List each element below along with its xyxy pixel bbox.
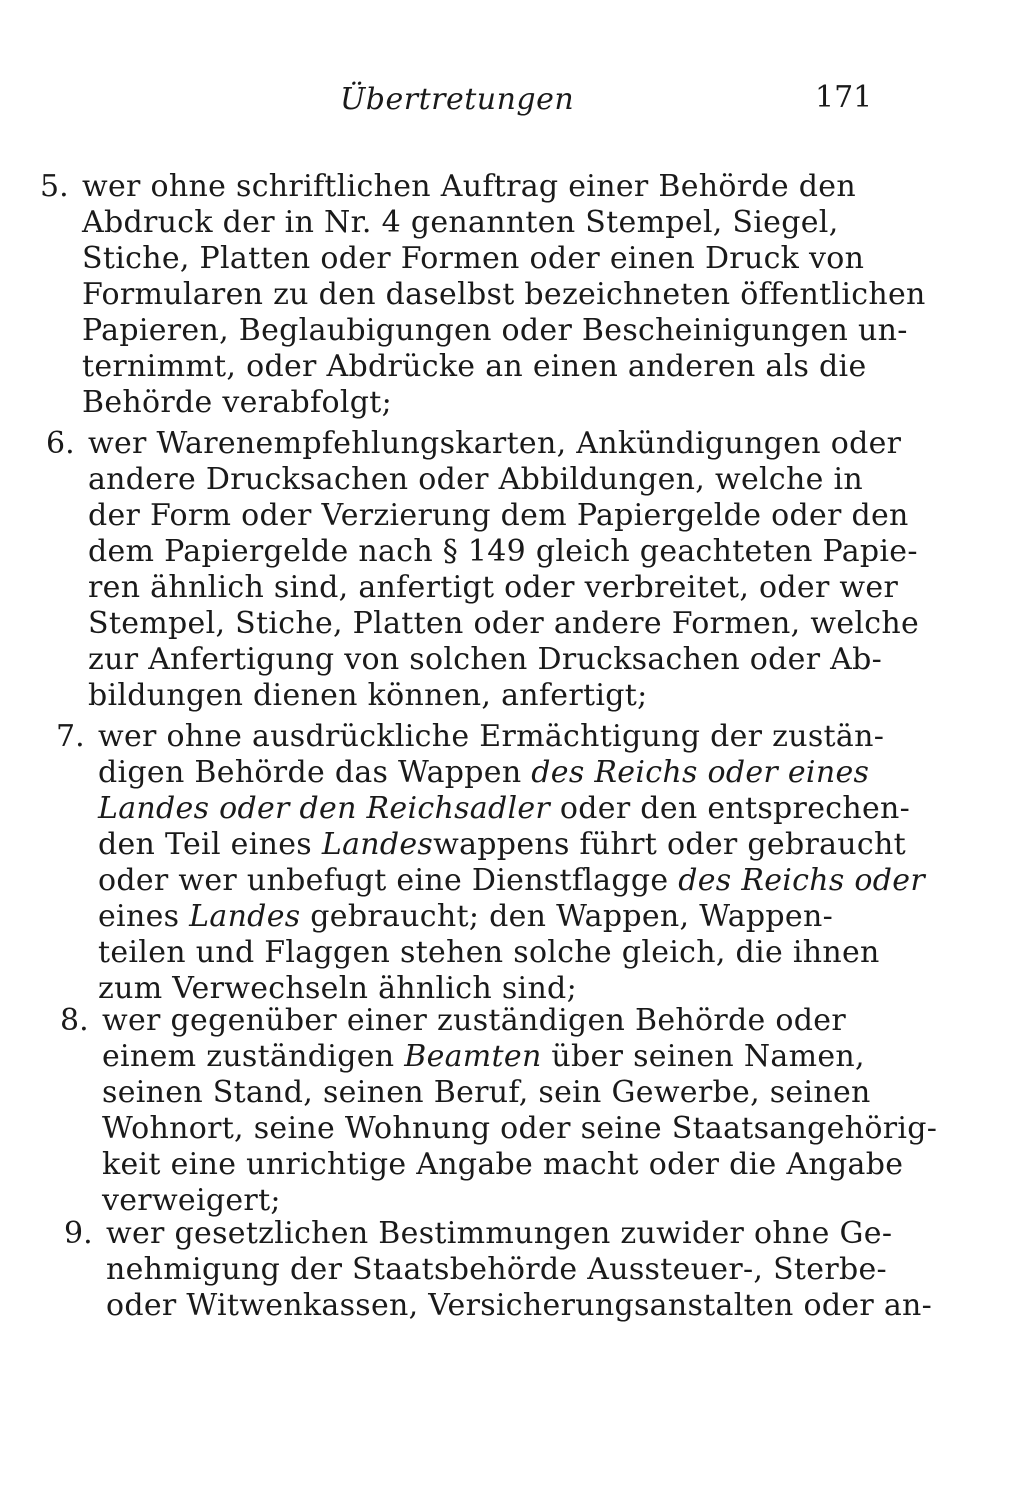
line-segment: eines xyxy=(98,899,190,934)
item-line: oder Witwenkassen, Versicherungsanstalten oder an- xyxy=(106,1288,933,1323)
item-line: zur Anfertigung von solchen Drucksachen oder Ab- xyxy=(88,642,883,677)
emphasis: des Reichs oder xyxy=(678,863,925,898)
item-line: ren ähnlich sind, anfertigt oder verbreitet, oder wer xyxy=(88,570,899,605)
emphasis: des Reichs oder eines xyxy=(531,755,870,790)
item-line: wer gegenüber einer zuständigen Behörde oder xyxy=(102,1003,846,1038)
item-number: 6. xyxy=(46,426,75,461)
item-line: der Form oder Verzierung dem Papiergelde oder den xyxy=(88,498,909,533)
line-segment: oder den entsprechen- xyxy=(550,791,911,826)
item-number: 8. xyxy=(60,1003,89,1038)
running-head xyxy=(0,82,1024,132)
item-line: dem Papiergelde nach § 149 gleich geachteten Papie- xyxy=(88,534,918,569)
line-segment: über seinen Namen, xyxy=(541,1039,865,1074)
emphasis: Landes xyxy=(189,899,301,934)
running-title: Übertretungen xyxy=(340,82,575,117)
item-line: Stiche, Platten oder Formen oder einen Druck von xyxy=(82,241,865,276)
item-line: wer gesetzlichen Bestimmungen zuwider ohne Ge- xyxy=(106,1216,893,1251)
item-line: wer Warenempfehlungskarten, Ankündigungen oder xyxy=(88,426,902,461)
item-line xyxy=(102,1038,865,1075)
item-number: 5. xyxy=(40,169,69,204)
item-line xyxy=(98,826,906,863)
item-line: teilen und Flaggen stehen solche gleich, die ihnen xyxy=(98,935,880,970)
emphasis: Landes xyxy=(321,827,434,862)
item-line: zum Verwechseln ähnlich sind; xyxy=(98,971,577,1006)
page-number: 171 xyxy=(815,80,873,115)
item-line: bildungen dienen können, anfertigt; xyxy=(88,678,648,713)
item-number: 9. xyxy=(64,1216,93,1251)
item-line: Abdruck der in Nr. 4 genannten Stempel, Siegel, xyxy=(82,205,839,240)
line-segment: digen Behörde das Wappen xyxy=(98,755,532,790)
item-line: seinen Stand, seinen Beruf, sein Gewerbe, seinen xyxy=(102,1075,871,1110)
item-number: 7. xyxy=(56,719,85,754)
line-segment: wappens führt oder gebraucht xyxy=(433,827,906,862)
line-segment: gebraucht; den Wappen, Wappen- xyxy=(300,899,834,934)
item-line xyxy=(98,898,833,935)
item-line: Stempel, Stiche, Platten oder andere Formen, welche xyxy=(88,606,920,641)
emphasis: Beamten xyxy=(404,1039,542,1074)
item-line: Wohnort, seine Wohnung oder seine Staatsangehörig- xyxy=(102,1111,938,1146)
emphasis: Landes oder den Reichsadler xyxy=(98,791,551,826)
item-line xyxy=(98,754,869,791)
item-line xyxy=(98,862,925,899)
item-line xyxy=(98,790,910,827)
line-segment: oder wer unbefugt eine Dienstflagge xyxy=(98,863,679,898)
item-line: Behörde verabfolgt; xyxy=(82,385,392,420)
line-segment: den Teil eines xyxy=(98,827,322,862)
item-line: Formularen zu den daselbst bezeichneten öffentlichen xyxy=(82,277,926,312)
item-line: wer ohne ausdrückliche Ermächtigung der zustän- xyxy=(98,719,885,754)
item-line: keit eine unrichtige Angabe macht oder die Angabe xyxy=(102,1147,904,1182)
item-line: nehmigung der Staatsbehörde Aussteuer-, Sterbe- xyxy=(106,1252,887,1287)
item-line: wer ohne schriftlichen Auftrag einer Behörde den xyxy=(82,169,856,204)
line-segment: einem zuständigen xyxy=(102,1039,405,1074)
item-line: verweigert; xyxy=(102,1183,281,1218)
item-line: ternimmt, oder Abdrücke an einen anderen als die xyxy=(82,349,867,384)
item-line: andere Drucksachen oder Abbildungen, welche in xyxy=(88,462,864,497)
item-line: Papieren, Beglaubigungen oder Bescheinigungen un- xyxy=(82,313,908,348)
